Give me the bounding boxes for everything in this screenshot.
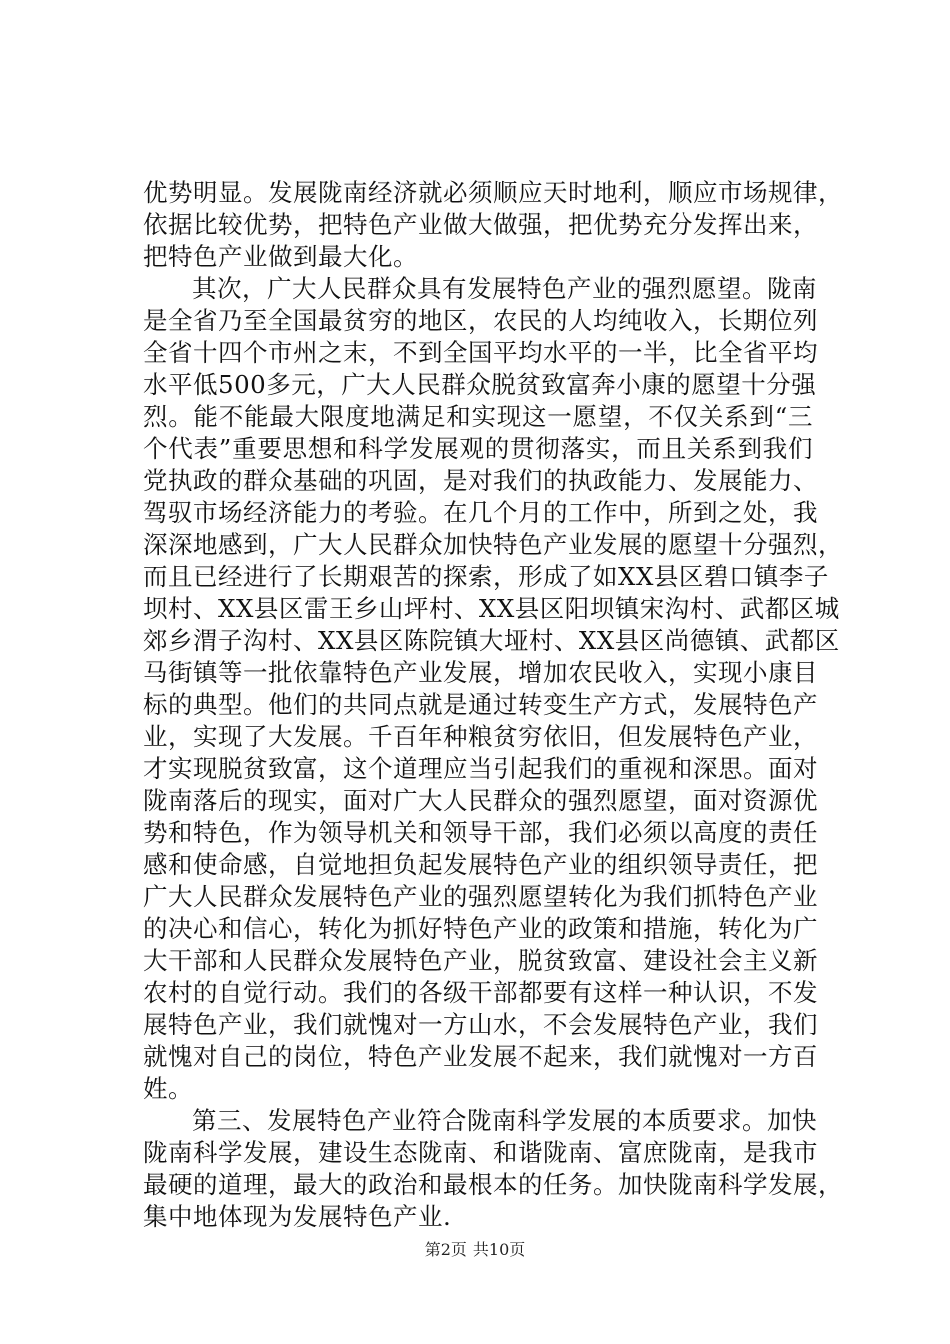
text-line: 优势明显。发展陇南经济就必须顺应天时地利，顺应市场规律， (143, 178, 843, 207)
text-line: 驾驭市场经济能力的考验。在几个月的工作中，所到之处，我 (143, 498, 818, 527)
text-line: 农村的自觉行动。我们的各级干部都要有这样一种认识，不发 (143, 978, 818, 1007)
text-line: 烈。能不能最大限度地满足和实现这一愿望，不仅关系到“三 (143, 402, 813, 431)
text-line: 陇南科学发展，建设生态陇南、和谐陇南、富庶陇南，是我市 (143, 1138, 818, 1167)
text-line: 才实现脱贫致富，这个道理应当引起我们的重视和深思。面对 (143, 754, 818, 783)
text-line: 把特色产业做到最大化。 (143, 242, 418, 271)
text-line: 展特色产业，我们就愧对一方山水，不会发展特色产业，我们 (143, 1010, 818, 1039)
paragraph (143, 1105, 843, 1233)
page-footer (0, 1240, 950, 1260)
text-line: 而且已经进行了长期艰苦的探索，形成了如XX县区碧口镇李子 (143, 562, 829, 591)
paragraph (143, 177, 843, 273)
text-line: 坝村、XX县区雷王乡山坪村、XX县区阳坝镇宋沟村、武都区城 (143, 594, 840, 623)
text-line: 势和特色，作为领导机关和领导干部，我们必须以高度的责任 (143, 818, 818, 847)
text-line: 集中地体现为发展特色产业. (143, 1202, 452, 1231)
text-line: 依据比较优势，把特色产业做大做强，把优势充分发挥出来， (143, 210, 818, 239)
text-line: 业，实现了大发展。千百年种粮贫穷依旧，但发展特色产业， (143, 722, 818, 751)
text-line: 是全省乃至全国最贫穷的地区，农民的人均纯收入，长期位列 (143, 306, 818, 335)
text-line: 最硬的道理，最大的政治和最根本的任务。加快陇南科学发展， (143, 1170, 843, 1199)
text-line: 就愧对自己的岗位，特色产业发展不起来，我们就愧对一方百 (143, 1042, 818, 1071)
paragraph (143, 273, 843, 1105)
text-line: 马街镇等一批依靠特色产业发展，增加农民收入，实现小康目 (143, 658, 818, 687)
document-body (143, 177, 843, 1233)
text-line: 水平低500多元，广大人民群众脱贫致富奔小康的愿望十分强 (143, 370, 817, 399)
text-line: 陇南落后的现实，面对广大人民群众的强烈愿望，面对资源优 (143, 786, 818, 815)
text-line: 标的典型。他们的共同点就是通过转变生产方式，发展特色产 (143, 690, 818, 719)
text-line: 广大人民群众发展特色产业的强烈愿望转化为我们抓特色产业 (143, 882, 818, 911)
text-line: 感和使命感，自觉地担负起发展特色产业的组织领导责任，把 (143, 850, 818, 879)
text-line: 大干部和人民群众发展特色产业，脱贫致富、建设社会主义新 (143, 946, 818, 975)
text-line: 党执政的群众基础的巩固，是对我们的执政能力、发展能力、 (143, 466, 818, 495)
text-line: 个代表”重要思想和科学发展观的贯彻落实，而且关系到我们 (143, 434, 813, 463)
text-line: 其次，广大人民群众具有发展特色产业的强烈愿望。陇南 (192, 274, 817, 303)
text-line: 全省十四个市州之末，不到全国平均水平的一半，比全省平均 (143, 338, 818, 367)
text-line: 第三、发展特色产业符合陇南科学发展的本质要求。加快 (192, 1106, 817, 1135)
page-number: 第2页 (424, 1240, 467, 1259)
text-line: 郊乡渭子沟村、XX县区陈院镇大垭村、XX县区尚德镇、武都区 (143, 626, 840, 655)
text-line: 深深地感到，广大人民群众加快特色产业发展的愿望十分强烈， (143, 530, 843, 559)
text-line: 的决心和信心，转化为抓好特色产业的政策和措施，转化为广 (143, 914, 818, 943)
page-total: 共10页 (472, 1240, 526, 1259)
text-line: 姓。 (143, 1074, 193, 1103)
